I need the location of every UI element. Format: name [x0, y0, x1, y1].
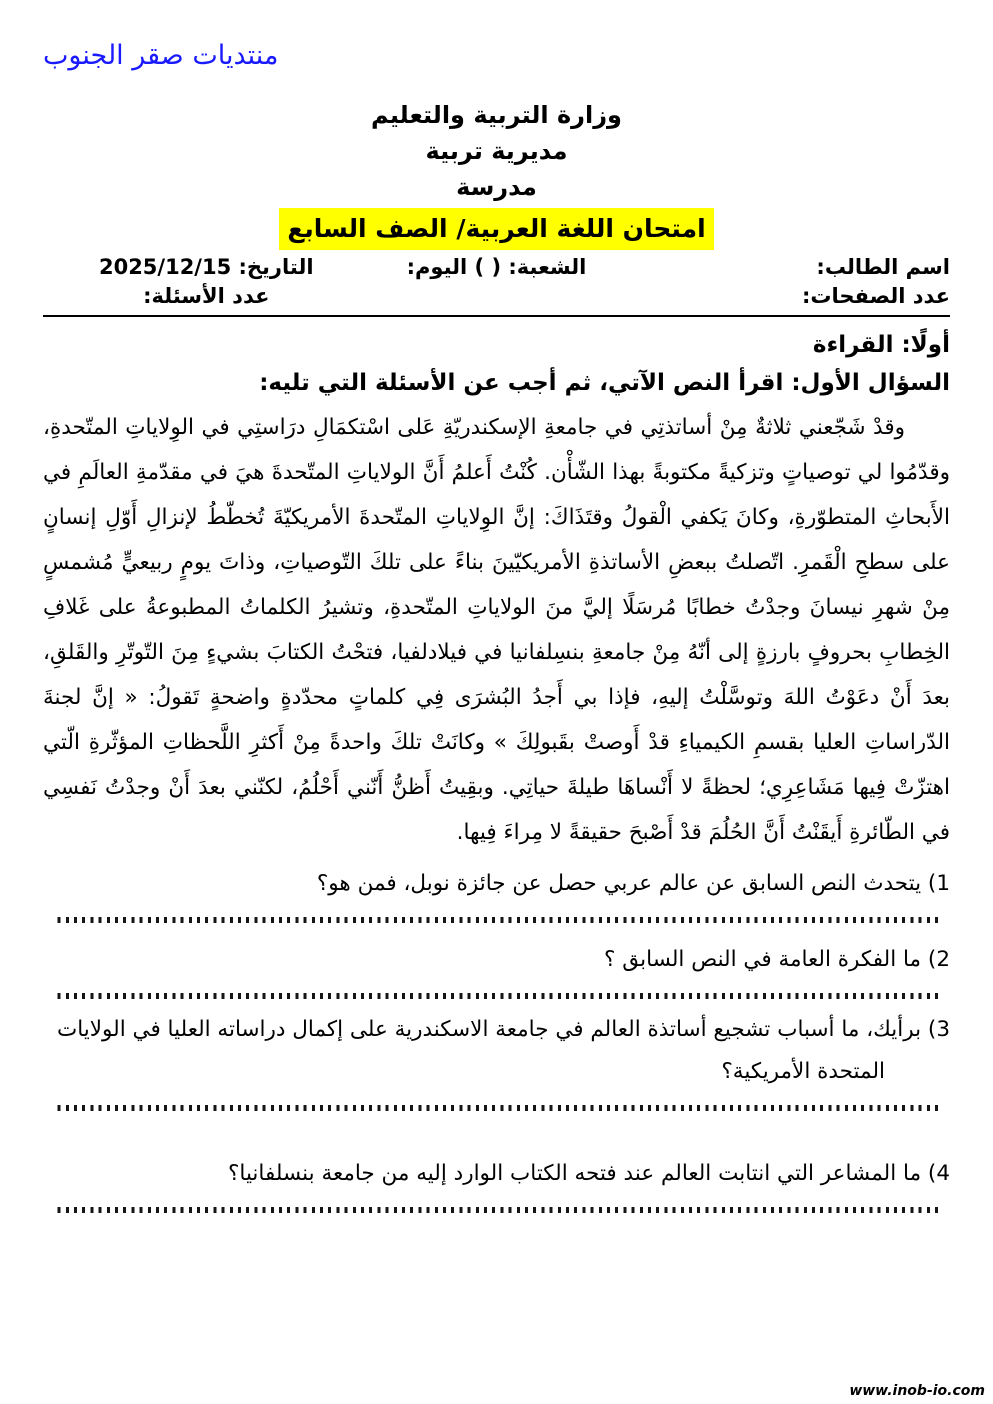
- question-1: 1) يتحدث النص السابق عن عالم عربي حصل عن جائزة نوبل، فمن هو؟: [316, 871, 950, 896]
- school-line: مدرسة: [456, 173, 537, 201]
- question-one-heading: السؤال الأول: اقرأ النص الآتي، ثم أجب عن الأسئلة التي تليه:: [259, 370, 950, 396]
- question-4: 4) ما المشاعر التي انتابت العالم عند فتحه الكتاب الوارد إليه من جامعة بنسلفانيا؟: [227, 1161, 950, 1186]
- first-part-heading: أولًا: القراءة: [812, 332, 950, 358]
- pages-count-label: عدد الصفحات:: [802, 284, 950, 308]
- watermark-url: www.inob-io.com: [849, 1383, 985, 1399]
- empty-cell: [370, 282, 624, 311]
- ministry-line: وزارة التربية والتعليم: [371, 101, 622, 129]
- answer-dotted-line-2: [57, 993, 938, 999]
- exam-title-highlighted: امتحان اللغة العربية/ الصف السابع: [279, 208, 713, 250]
- header-divider-line: [43, 315, 950, 317]
- question-3: 3) برأيك، ما أسباب تشجيع أساتذة العالم في جامعة الاسكندرية على إكمال دراساته العليا في الولايات المتحدة الأمريكية؟: [57, 1017, 950, 1084]
- student-name-label: اسم الطالب:: [816, 255, 950, 279]
- question-2: 2) ما الفكرة العامة في النص السابق ؟: [603, 947, 950, 972]
- questions-count-label: عدد الأسئلة:: [143, 284, 270, 308]
- answer-dotted-line-4: [57, 1207, 938, 1213]
- section-day-label: الشعبة: ( ) اليوم:: [406, 255, 587, 279]
- date-label: التاريخ:: [238, 255, 314, 279]
- reading-passage: وقدْ شَجّعني ثلاثةٌ مِنْ أساتذتِي في جامعةِ الإسكندريّةِ عَلى اسْتكمَالِ درَاستِي في الوِلاياتِ المتّحدةِ، وقدّمُوا لي توصياتٍ وتزكيةً مكتوبةً بهذا الشّأْن. كُنْتُ أَعلمُ أَنَّ الولاياتِ المتّحدةَ هيَ في مقدّمةِ العالَمِ في الأَبحاثِ المتطوّرةِ، وكانَ يَكفي الْقولُ وقتَذَاكَ: إنَّ الوِلاياتِ المتّحدةَ الأمريكيّةَ تُخطّطُ لإنزالِ أَوّلِ إنسانٍ على سطحِ الْقَمرِ. اتّصلتُ ببعضِ الأساتذةِ الأمريكيّينَ بناءً على تلكَ التّوصياتِ، وذاتَ يومٍ ربيعيٍّ مُشمسٍ مِنْ شهرِ نيسانَ وجدْتُ خطابًا مُرسَلًا إليَّ منَ الولاياتِ المتّحدةِ، وتشيرُ الكلماتُ المطبوعةُ على غَلافِ الخِطابِ بحروفٍ بارزةٍ إلى أنّهُ مِنْ جامعةِ بنسِلفانيا في فيلادلفيا، فتحْتُ الكتابَ بشيءٍ مِنَ التّوتّرِ والقَلقِ، بعدَ أَنْ دعَوْتُ اللهَ وتوسَّلْتُ إليهِ، فإذا بي أَجدُ البُشرَى فِي كلماتٍ محدّدةٍ واضحةٍ تَقولُ: « إنَّ لجنةَ الدّراساتِ العليا بقسمِ الكيمياءِ قدْ أَوصتْ بقَبولِكَ » وكانَتْ تلكَ واحدةً مِنْ أَكثرِ اللَّحظاتِ المؤثّرةِ الّتي اهتزّتْ فِيها مَشَاعِرِي؛ لحظةً لا أَنْساهَا طيلةَ حياتِي. وبقِيتُ أَظنُّ أَنّني أَحْلُمُ، لكنّني بعدَ أَنْ وجدْتُ نَفسِي في الطّائرةِ أَيقَنْتُ أَنَّ الحُلُمَ قدْ أَصْبحَ حقيقةً لا مِراءَ فِيها.: [43, 415, 950, 845]
- answer-dotted-line-1: [57, 917, 938, 923]
- site-name-banner: منتديات صقر الجنوب: [43, 40, 279, 71]
- date-value: 2025/12/15: [98, 255, 232, 279]
- directorate-line: مديرية تربية: [425, 137, 568, 165]
- answer-dotted-line-3: [57, 1105, 938, 1111]
- exam-title-row: [43, 208, 950, 250]
- exam-info-grid: [43, 253, 950, 311]
- date-field: [43, 253, 370, 282]
- document-header: [43, 97, 950, 250]
